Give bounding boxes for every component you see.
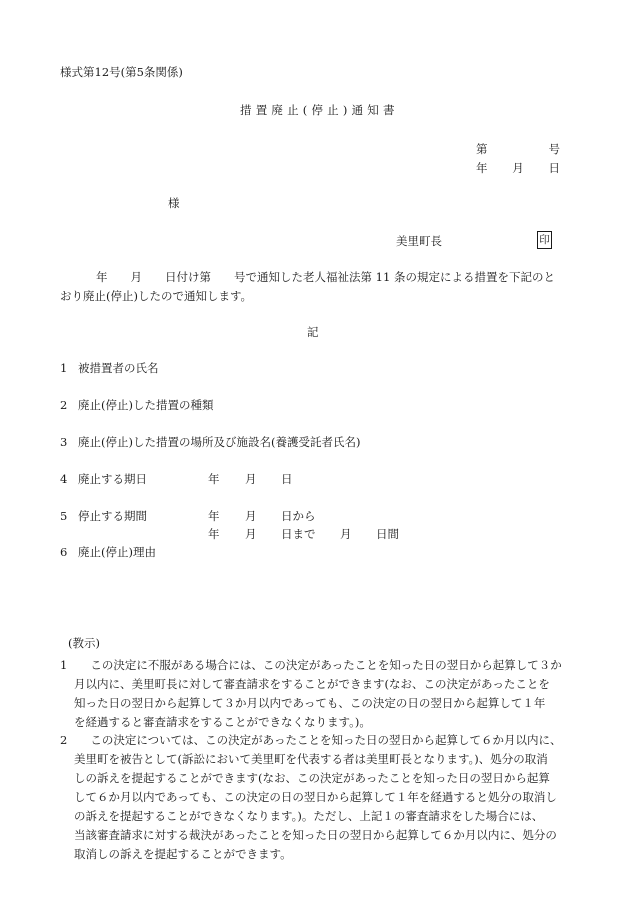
note-line: を経過すると審査請求をすることができなくなります。)。 xyxy=(74,715,371,729)
note-text: この決定については、この決定があったことを知った日の翌日から起算して６か月以内に、 xyxy=(90,733,562,747)
item5-to-day: 日まで xyxy=(281,527,316,541)
form-label: 様式第12号(第5条関係) xyxy=(60,65,183,79)
seal-mark: 印 xyxy=(539,233,550,246)
number-suffix: 号 xyxy=(548,142,560,156)
item-reason xyxy=(60,546,156,559)
item4-year: 年 xyxy=(208,472,220,486)
notice-body xyxy=(60,268,576,306)
item-person-name xyxy=(60,362,159,375)
note-line: しの訴えを提起することができます(なお、この決定があったことを知った日の翌日から起算 xyxy=(74,771,550,785)
ki-heading: 記 xyxy=(307,325,319,339)
note-number: 2 xyxy=(60,733,68,747)
item-label: 廃止(停止)理由 xyxy=(78,545,156,559)
document-date-row xyxy=(476,162,560,175)
item5-period: 日間 xyxy=(376,527,399,541)
item-number: 1 xyxy=(60,361,68,375)
instruction-heading: (教示) xyxy=(68,636,100,650)
item-number: 4 xyxy=(60,472,68,486)
item-label: 停止する期間 xyxy=(78,509,147,523)
item-label: 廃止(停止)した措置の場所及び施設名(養護受託者氏名) xyxy=(78,435,361,449)
note-line: して６か月以内であっても、この決定の日の翌日から起算して１年を経過すると処分の取消し xyxy=(74,790,557,804)
item-suspension-period xyxy=(60,510,147,523)
seal-box xyxy=(537,231,552,249)
date-day: 日 xyxy=(548,161,560,175)
notice-body-line: 年 月 日付け第 号で通知した老人福祉法第 11 条の規定による措置を下記のと xyxy=(96,270,555,284)
note-line xyxy=(60,731,570,750)
note-number: 1 xyxy=(60,658,68,672)
number-prefix: 第 xyxy=(476,142,488,156)
item-number: 3 xyxy=(60,435,68,449)
item5-months: 月 xyxy=(340,527,352,541)
item4-day: 日 xyxy=(281,472,293,486)
document-title: 措置廃止(停止)通知書 xyxy=(240,103,399,117)
note-line: の訴えを提起することができなくなります。)。ただし、上記１の審査請求をした場合には、 xyxy=(74,809,544,823)
item5-to-month: 月 xyxy=(245,527,257,541)
document-number-row xyxy=(476,143,560,156)
item-label: 被措置者の氏名 xyxy=(78,361,159,375)
note-line: 当該審査請求に対する裁決があったことを知った日の翌日から起算して６か月以内に、処分の xyxy=(74,828,557,842)
item-measure-location xyxy=(60,436,360,449)
notice-body-line: おり廃止(停止)したので通知します。 xyxy=(60,289,253,303)
note-text: この決定に不服がある場合には、この決定があったことを知った日の翌日から起算して３か xyxy=(90,658,562,672)
addressee-honorific: 様 xyxy=(168,196,180,210)
item-measure-type xyxy=(60,399,213,412)
note-line: 月以内に、美里町長に対して審査請求をすることができます(なお、この決定があったことを xyxy=(74,677,550,691)
item5-from-month: 月 xyxy=(245,509,257,523)
item5-from-year: 年 xyxy=(208,509,220,523)
note-line: 取消しの訴えを提起することができます。 xyxy=(74,847,292,861)
note-line: 美里町を被告として(訴訟において美里町を代表する者は美里町長となります。)、処分の取消 xyxy=(74,752,548,766)
item5-to-year: 年 xyxy=(208,527,220,541)
instruction-note-1 xyxy=(60,656,570,732)
note-line: 知った日の翌日から起算して３か月以内であっても、この決定の日の翌日から起算して１年 xyxy=(74,696,546,710)
item4-month: 月 xyxy=(245,472,257,486)
item-number: 5 xyxy=(60,509,68,523)
instruction-note-2 xyxy=(60,731,570,864)
sender-title: 美里町長 xyxy=(396,234,442,248)
item-label: 廃止する期日 xyxy=(78,472,147,486)
date-year: 年 xyxy=(476,161,488,175)
note-line xyxy=(60,656,570,675)
date-month: 月 xyxy=(512,161,524,175)
item5-from-day: 日から xyxy=(281,509,316,523)
item-label: 廃止(停止)した措置の種類 xyxy=(78,398,214,412)
item-number: 6 xyxy=(60,545,68,559)
item-number: 2 xyxy=(60,398,68,412)
item-abolition-date xyxy=(60,473,147,486)
